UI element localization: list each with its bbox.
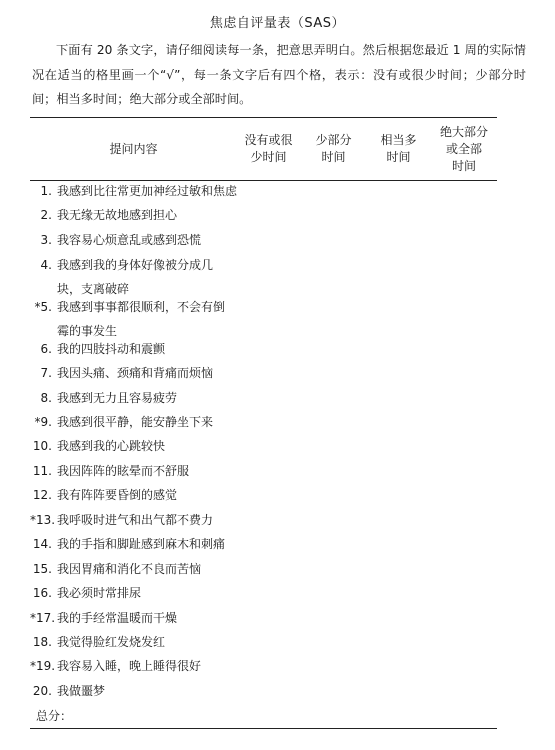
header-more-line-2: 时间 <box>386 150 411 164</box>
question-text-line: 霉的事发生 <box>57 324 118 338</box>
question-text-line: 我觉得脸红发烧发红 <box>57 635 166 649</box>
question-text <box>57 560 247 578</box>
question-number: 18. <box>32 635 52 649</box>
question-text <box>57 657 247 675</box>
question-text-line: 我因头痛、颈痛和背痛而烦恼 <box>57 366 214 380</box>
question-number: *13. <box>30 513 56 527</box>
header-none-line-1: 没有或很 <box>244 133 293 147</box>
question-text-line: 我感到事事都很顺利，不会有倒 <box>57 300 226 314</box>
question-text-line: 我呼吸时进气和出气都不费力 <box>57 513 214 527</box>
header-none-line-2: 少时间 <box>250 150 287 164</box>
question-text-line: 我的四肢抖动和震颤 <box>57 342 166 356</box>
question-text <box>57 256 247 298</box>
question-text-line: 我做噩梦 <box>57 684 106 698</box>
question-text <box>57 389 247 407</box>
question-text <box>57 633 247 651</box>
question-number: *5. <box>34 300 52 314</box>
table-bottom-rule <box>30 728 497 729</box>
header-most-line-2: 或全部 <box>445 141 482 156</box>
question-text <box>57 206 247 224</box>
header-little-line-2: 时间 <box>321 150 346 164</box>
header-more-line-1: 相当多 <box>380 133 417 147</box>
question-text <box>57 682 247 700</box>
question-text-line: 我因胃痛和消化不良而苦恼 <box>57 562 202 576</box>
question-text-line: 我无缘无故地感到担心 <box>57 208 178 222</box>
question-text <box>57 462 247 480</box>
header-most-line-3: 时间 <box>451 158 476 173</box>
question-text-line: 我的手经常温暖而干燥 <box>57 611 178 625</box>
question-text <box>57 511 247 529</box>
header-little <box>302 119 365 179</box>
question-text-line: 我有阵阵要昏倒的感觉 <box>57 488 178 502</box>
question-number: 12. <box>32 488 52 502</box>
question-text-line: 我的手指和脚趾感到麻木和刺痛 <box>57 537 226 551</box>
question-text <box>57 609 247 627</box>
question-text <box>57 584 247 602</box>
question-number: *9. <box>34 415 52 429</box>
question-number: 2. <box>40 208 52 222</box>
header-most <box>431 119 497 179</box>
table-top-rule <box>30 117 497 118</box>
question-text-line: 我感到比往常更加神经过敏和焦虑 <box>57 184 238 198</box>
header-more <box>367 119 430 179</box>
question-text-line: 我容易心烦意乱或感到恐慌 <box>57 233 202 247</box>
question-text-line: 我感到我的心跳较快 <box>57 439 166 453</box>
header-most-line-1: 绝大部分 <box>439 124 488 139</box>
question-number: 14. <box>32 537 52 551</box>
total-score-label: 总分： <box>36 709 73 723</box>
header-none <box>237 119 300 179</box>
question-text-line: 我必须时常排尿 <box>57 586 142 600</box>
question-number: 1. <box>40 184 52 198</box>
question-text <box>57 535 247 553</box>
question-number: 7. <box>40 366 52 380</box>
question-number: 8. <box>40 391 52 405</box>
question-text <box>57 182 247 200</box>
header-little-line-1: 少部分 <box>315 133 352 147</box>
question-text <box>57 413 247 431</box>
question-number: 11. <box>32 464 52 478</box>
question-text-line: 我感到很平静，能安静坐下来 <box>57 415 214 429</box>
question-text-line: 我因阵阵的眩晕而不舒服 <box>57 464 190 478</box>
question-number: 15. <box>32 562 52 576</box>
question-number: 20. <box>32 684 52 698</box>
question-text <box>57 340 247 358</box>
question-text <box>57 298 247 340</box>
question-text-line: 我容易入睡，晚上睡得很好 <box>57 659 202 673</box>
question-number: *19. <box>30 659 56 673</box>
question-number: 3. <box>40 233 52 247</box>
table-header-rule <box>30 180 497 181</box>
question-text-line: 我感到无力且容易疲劳 <box>57 391 178 405</box>
header-item-label: 提问内容 <box>109 141 158 156</box>
question-number: 4. <box>40 258 52 272</box>
question-number: 16. <box>32 586 52 600</box>
question-text <box>57 486 247 504</box>
question-text-line: 块，支离破碎 <box>57 282 130 296</box>
question-text <box>57 437 247 455</box>
question-text-line: 我感到我的身体好像被分成几 <box>57 258 214 272</box>
question-number: 10. <box>32 439 52 453</box>
header-item <box>30 119 237 179</box>
question-text <box>57 231 247 249</box>
question-text <box>57 364 247 382</box>
question-number: *17. <box>30 611 56 625</box>
page-title: 焦虑自评量表（SAS） <box>209 16 346 31</box>
question-number: 6. <box>40 342 52 356</box>
instructions-paragraph: 下面有 20 条文字，请仔细阅读每一条，把意思弄明白。然后根据您最近 1 周的实际情况在适当的格里画一个“√”，每一条文字后有四个格，表示：没有或很少时间；少部分时间；相当多时间；绝大部分或全部时间。 <box>32 43 526 106</box>
